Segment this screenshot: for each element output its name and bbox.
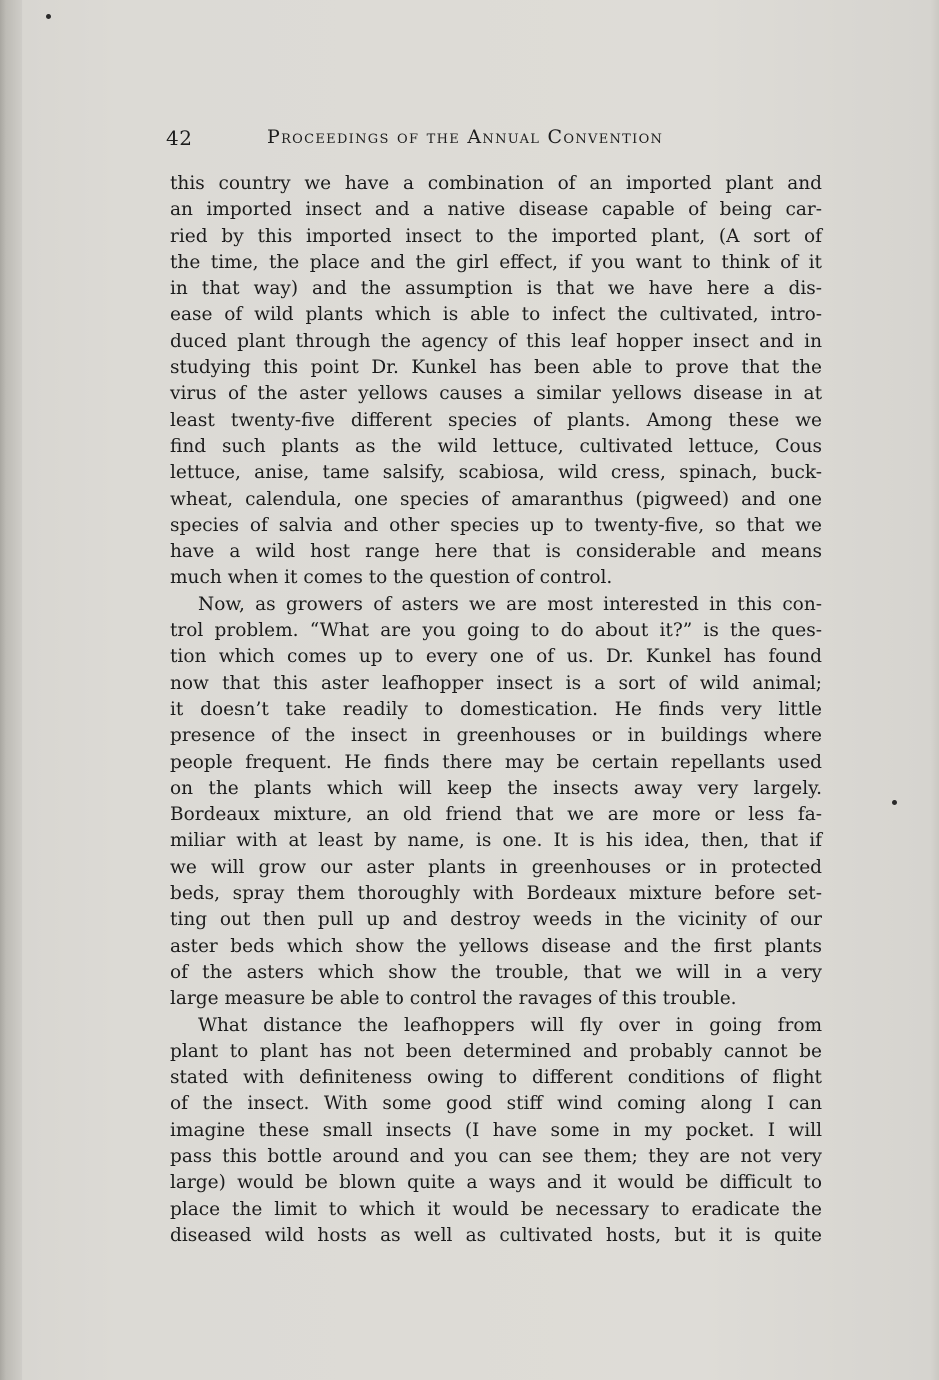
text-line: large measure be able to control the ravages of this trouble. — [170, 988, 737, 1010]
text-line: on the plants which will keep the insects away very largely. — [170, 777, 822, 799]
text-line: this country we have a combination of an imported plant and — [170, 173, 822, 194]
text-line: now that this aster leafhopper insect is a sort of wild animal; — [170, 672, 822, 694]
text-line: an imported insect and a native disease capable of being car- — [170, 199, 822, 221]
text-line: imagine these small insects (I have some in my pocket. I will — [170, 1119, 822, 1141]
paragraph-start-line: What distance the leafhoppers will fly over in going from — [198, 1014, 822, 1036]
text-line: plant to plant has not been determined and probably cannot be — [170, 1040, 822, 1062]
text-line: of the insect. With some good stiff wind coming along I can — [170, 1093, 822, 1115]
page-number: 42 — [166, 126, 193, 150]
text-line: tion which comes up to every one of us. Dr. Kunkel has found — [170, 646, 822, 668]
text-line: wheat, calendula, one species of amaranthus (pigweed) and one — [170, 488, 822, 510]
text-line: least twenty-five different species of plants. Among these we — [170, 409, 822, 431]
text-line: in that way) and the assumption is that we have here a dis- — [170, 278, 822, 300]
text-line: find such plants as the wild lettuce, cultivated lettuce, Cous — [170, 435, 822, 457]
text-line: people frequent. He finds there may be certain repellants used — [170, 751, 822, 773]
text-line: much when it comes to the question of control. — [170, 567, 613, 589]
text-line: pass this bottle around and you can see them; they are not very — [170, 1145, 822, 1167]
text-line: lettuce, anise, tame salsify, scabiosa, wild cress, spinach, buck- — [170, 462, 822, 484]
text-line: species of salvia and other species up to twenty-five, so that we — [170, 514, 822, 536]
body-text — [170, 171, 822, 1249]
text-line: aster beds which show the yellows disease and the first plants — [170, 935, 822, 957]
running-title: Proceedings of the Annual Convention — [267, 126, 664, 148]
text-line: duced plant through the agency of this leaf hopper insect and in — [170, 330, 822, 352]
text-line: of the asters which show the trouble, that we will in a very — [170, 961, 822, 983]
text-line: virus of the aster yellows causes a similar yellows disease in at — [170, 383, 822, 405]
text-line: stated with definiteness owing to different conditions of flight — [170, 1067, 822, 1089]
ink-speck — [892, 800, 897, 805]
text-line: miliar with at least by name, is one. It is his idea, then, that if — [170, 830, 822, 852]
paragraph-start-line: Now, as growers of asters we are most interested in this con- — [198, 593, 822, 615]
text-line: ease of wild plants which is able to infect the cultivated, intro- — [170, 304, 822, 326]
text-line: presence of the insect in greenhouses or in buildings where — [170, 725, 822, 747]
text-line: ting out then pull up and destroy weeds in the vicinity of our — [170, 909, 822, 931]
text-line: Bordeaux mixture, an old friend that we are more or less fa- — [170, 804, 822, 826]
page-gutter — [0, 0, 22, 1380]
text-line: place the limit to which it would be necessary to eradicate the — [170, 1198, 822, 1220]
text-line: it doesn’t take readily to domestication. He finds very little — [170, 698, 822, 720]
text-line: studying this point Dr. Kunkel has been able to prove that the — [170, 357, 822, 379]
text-line: the time, the place and the girl effect, if you want to think of it — [170, 251, 822, 273]
ink-speck — [46, 14, 51, 19]
text-line: have a wild host range here that is considerable and means — [170, 541, 822, 563]
text-line: trol problem. “What are you going to do about it?” is the ques- — [170, 620, 822, 642]
text-line: beds, spray them thoroughly with Bordeaux mixture before set- — [170, 883, 822, 905]
text-line: large) would be blown quite a ways and it would be difficult to — [170, 1172, 822, 1194]
text-line: ried by this imported insect to the imported plant, (A sort of — [170, 225, 822, 247]
text-line: we will grow our aster plants in greenhouses or in protected — [170, 856, 822, 878]
page-header — [166, 124, 826, 154]
text-line: diseased wild hosts as well as cultivated hosts, but it is quite — [170, 1224, 822, 1246]
